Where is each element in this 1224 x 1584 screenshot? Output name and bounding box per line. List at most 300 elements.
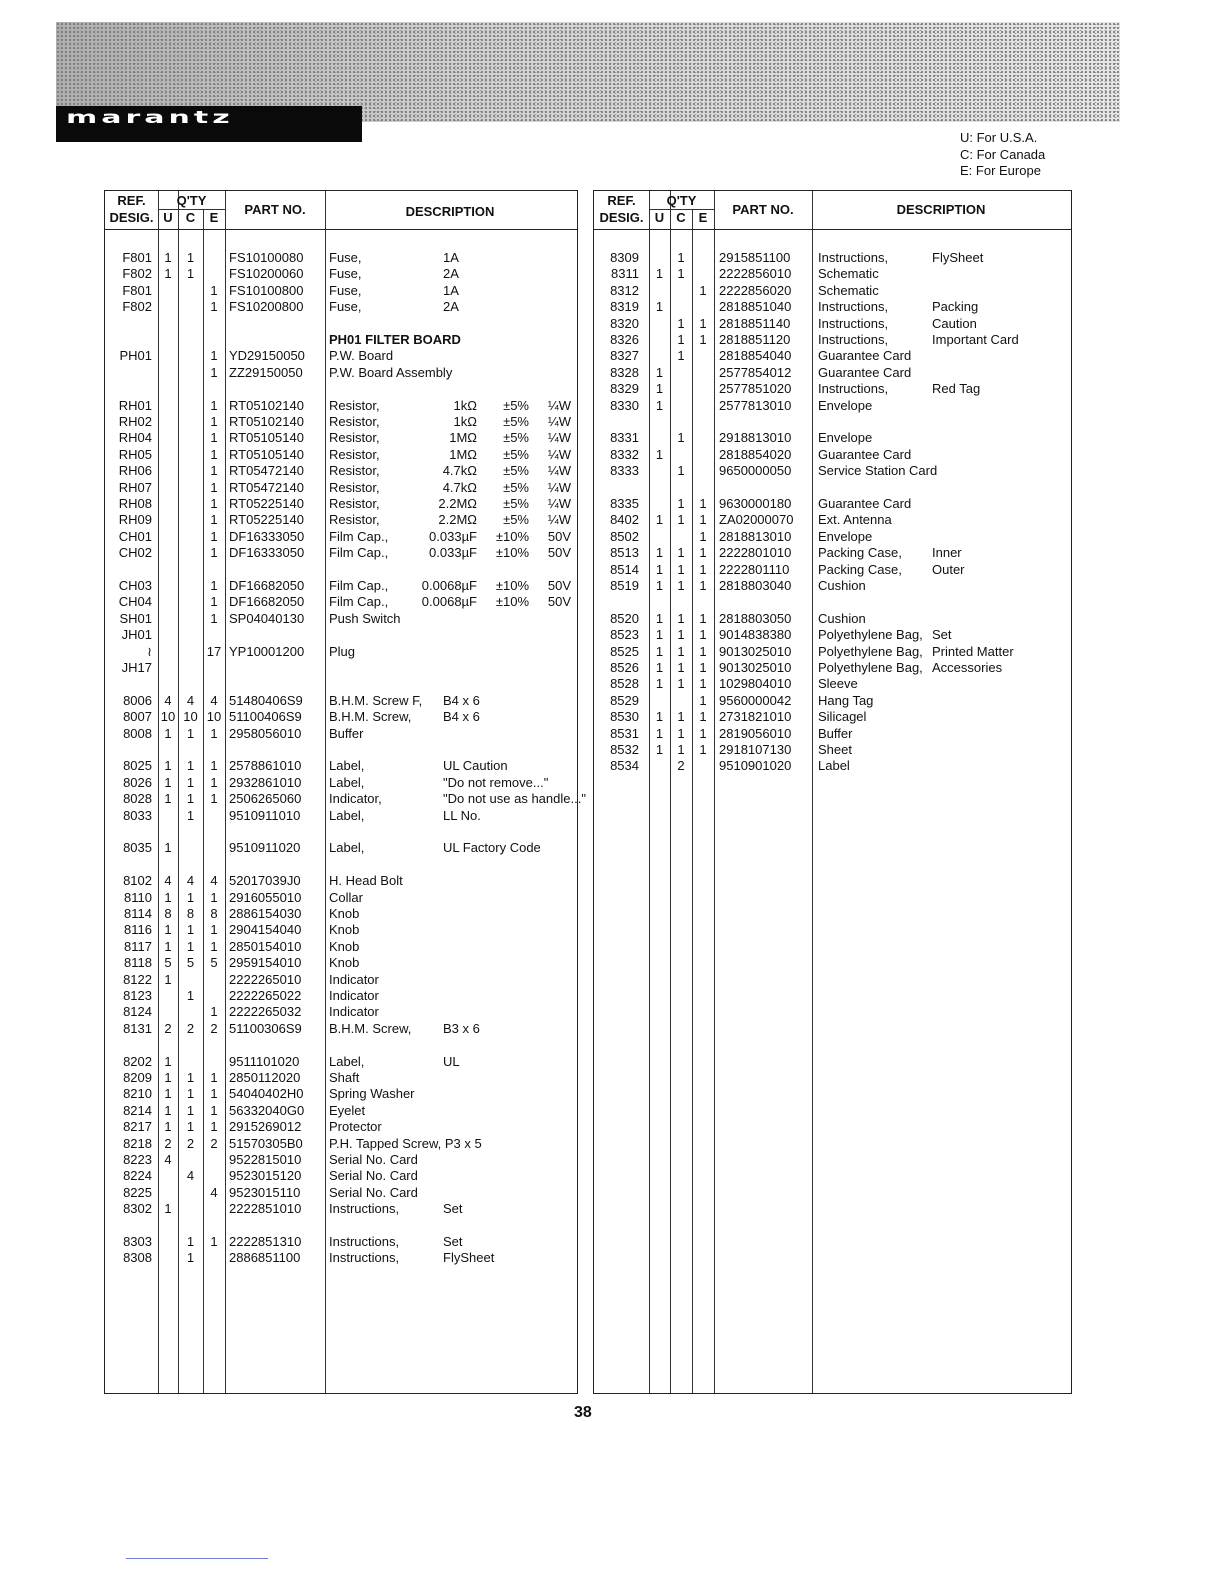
qty-e: 1 bbox=[210, 496, 218, 511]
description: Plug bbox=[329, 643, 356, 659]
part-no: FS10100080 bbox=[229, 250, 304, 265]
description-detail: UL Caution bbox=[443, 758, 508, 774]
qty-u: 1 bbox=[655, 545, 664, 561]
table-row bbox=[594, 348, 1070, 364]
part-no: 2850112020 bbox=[229, 1070, 301, 1085]
part-no: FS10200060 bbox=[229, 266, 304, 282]
table-row bbox=[105, 972, 575, 988]
qty-c: 1 bbox=[677, 348, 685, 364]
ref-desig: 8224 bbox=[123, 1168, 152, 1184]
description: Label, bbox=[329, 1053, 365, 1069]
table-row bbox=[105, 398, 575, 414]
ref-desig: SH01 bbox=[119, 610, 152, 626]
ref-desig: 8532 bbox=[610, 742, 639, 757]
description: P.H. Tapped Screw, P3 x 5 bbox=[329, 1135, 482, 1151]
table-row bbox=[105, 1004, 575, 1020]
qty-e: 4 bbox=[210, 873, 218, 889]
part-no: 2222856010 bbox=[719, 266, 792, 282]
table-row bbox=[105, 266, 575, 282]
part-no: 2222851310 bbox=[229, 1234, 302, 1249]
description-value: 4.7kΩ bbox=[442, 463, 477, 479]
ref-desig: 8117 bbox=[124, 938, 152, 954]
description-detail: Outer bbox=[932, 561, 965, 577]
ref-desig: ≀ bbox=[147, 643, 152, 659]
table-row bbox=[105, 250, 575, 266]
table-row bbox=[105, 1021, 575, 1037]
marantz-logo bbox=[56, 106, 362, 142]
table-row bbox=[105, 644, 575, 660]
description-value: 1MΩ bbox=[449, 446, 477, 462]
qty-e: 1 bbox=[210, 512, 218, 528]
part-no: 2222265032 bbox=[229, 1004, 302, 1020]
table-row bbox=[105, 512, 575, 528]
table-row bbox=[105, 1201, 575, 1217]
ref-desig: 8302 bbox=[123, 1201, 152, 1217]
table-row bbox=[105, 529, 575, 545]
qty-e: 1 bbox=[210, 791, 218, 807]
description: Collar bbox=[329, 889, 363, 905]
table-row bbox=[105, 660, 575, 676]
qty-e: 1 bbox=[210, 578, 218, 593]
ref-desig: F801 bbox=[122, 250, 152, 265]
region-legend bbox=[960, 130, 1045, 180]
description-detail: Set bbox=[443, 1201, 463, 1217]
table-row bbox=[105, 955, 575, 971]
description-detail: 1A bbox=[443, 250, 459, 265]
qty-u: 1 bbox=[164, 1086, 172, 1102]
description: Instructions, bbox=[329, 1234, 400, 1249]
part-no: 2222801110 bbox=[719, 561, 790, 577]
description: Indicator bbox=[329, 971, 379, 987]
description: Envelope bbox=[818, 430, 873, 446]
description: Indicator bbox=[329, 1004, 379, 1020]
qty-c: 1 bbox=[186, 1119, 195, 1135]
part-no: 51100306S9 bbox=[229, 1020, 302, 1036]
description: Resistor, bbox=[329, 512, 380, 528]
part-no: 2915269012 bbox=[229, 1119, 302, 1135]
description-detail: Important Card bbox=[932, 332, 1019, 347]
table-row bbox=[105, 988, 575, 1004]
table-row bbox=[594, 299, 1070, 315]
part-no: 9013025010 bbox=[719, 643, 792, 659]
part-no: 2818854020 bbox=[719, 446, 792, 462]
description-detail: Accessories bbox=[932, 660, 1003, 675]
part-no: YD29150050 bbox=[229, 348, 305, 364]
header-u: U bbox=[163, 210, 173, 225]
ref-desig: 8007 bbox=[123, 709, 152, 725]
qty-c: 1 bbox=[677, 496, 685, 511]
qty-c: 1 bbox=[677, 266, 685, 282]
description: Packing Case, bbox=[818, 545, 902, 561]
table-row bbox=[105, 627, 575, 643]
qty-u: 1 bbox=[164, 889, 172, 905]
description-value: 0.033µF bbox=[429, 528, 477, 544]
qty-c: 1 bbox=[677, 742, 685, 757]
table-row bbox=[105, 1119, 575, 1135]
description: Resistor, bbox=[329, 446, 380, 462]
qty-u: 1 bbox=[655, 446, 664, 462]
description-tolerance: ±10% bbox=[495, 594, 529, 610]
ref-desig: 8308 bbox=[123, 1250, 152, 1266]
description-detail: Packing bbox=[932, 299, 979, 315]
part-no: RT05105140 bbox=[229, 430, 304, 446]
description-tolerance: ±10% bbox=[495, 528, 529, 544]
table-row bbox=[594, 398, 1070, 414]
part-no: 2819056010 bbox=[719, 725, 792, 741]
ref-desig: F801 bbox=[122, 282, 152, 298]
ref-desig: CH01 bbox=[118, 528, 152, 544]
description: Instructions, bbox=[818, 250, 889, 265]
qty-u: 1 bbox=[655, 643, 664, 659]
ref-desig: 8116 bbox=[124, 922, 152, 938]
description: Fuse, bbox=[329, 250, 362, 265]
qty-c: 1 bbox=[677, 610, 685, 626]
qty-c: 1 bbox=[186, 988, 195, 1003]
description-detail: FlySheet bbox=[932, 250, 984, 265]
table-row bbox=[594, 381, 1070, 397]
description: Resistor, bbox=[329, 463, 380, 479]
part-no: 1029804010 bbox=[719, 676, 792, 692]
description: Film Cap., bbox=[329, 528, 389, 544]
description-detail: Set bbox=[932, 627, 952, 643]
qty-e: 1 bbox=[699, 332, 707, 347]
qty-e: 1 bbox=[210, 1119, 218, 1135]
description-detail: LL No. bbox=[443, 807, 481, 823]
description: Label, bbox=[329, 758, 365, 774]
description: Knob bbox=[329, 906, 360, 921]
header-c: C bbox=[185, 210, 196, 225]
qty-u: 1 bbox=[164, 266, 172, 282]
table-row bbox=[105, 1103, 575, 1119]
description: Schematic bbox=[818, 282, 879, 298]
description: Instructions, bbox=[818, 381, 889, 397]
qty-e: 1 bbox=[210, 1086, 218, 1102]
description: Knob bbox=[329, 955, 360, 971]
description: Envelope bbox=[818, 397, 873, 413]
ref-desig: 8114 bbox=[124, 906, 152, 921]
description-value: 1MΩ bbox=[449, 430, 477, 446]
table-row bbox=[105, 332, 575, 348]
description: Cushion bbox=[818, 610, 866, 626]
ref-desig: CH02 bbox=[118, 545, 152, 561]
ref-desig: 8124 bbox=[123, 1004, 152, 1020]
table-row bbox=[105, 939, 575, 955]
table-row bbox=[105, 1250, 575, 1266]
ref-desig: 8118 bbox=[124, 955, 152, 971]
description-tolerance: ±5% bbox=[503, 496, 529, 511]
header-description: DESCRIPTION bbox=[896, 202, 986, 217]
qty-u: 10 bbox=[160, 709, 176, 725]
qty-u: 1 bbox=[164, 250, 172, 265]
qty-e: 1 bbox=[210, 430, 218, 446]
qty-c: 1 bbox=[186, 889, 195, 905]
qty-c: 1 bbox=[186, 266, 195, 282]
ref-desig: 8502 bbox=[610, 528, 639, 544]
qty-u: 1 bbox=[164, 758, 172, 774]
part-no: 51100406S9 bbox=[229, 709, 302, 725]
description: Push Switch bbox=[329, 610, 401, 626]
qty-u: 8 bbox=[164, 906, 172, 921]
qty-e: 1 bbox=[699, 528, 707, 544]
table-row bbox=[594, 758, 1070, 774]
ref-desig: RH02 bbox=[118, 414, 152, 429]
part-no: 2818803050 bbox=[719, 610, 792, 626]
description-detail: Printed Matter bbox=[932, 643, 1014, 659]
description-detail: B3 x 6 bbox=[443, 1020, 480, 1036]
legend-europe: E: For Europe bbox=[960, 163, 1041, 178]
table-row bbox=[594, 726, 1070, 742]
part-no: RT05105140 bbox=[229, 446, 304, 462]
part-no: 2818851140 bbox=[719, 315, 791, 331]
description: Resistor, bbox=[329, 430, 380, 446]
part-no: 2222801010 bbox=[719, 545, 792, 561]
table-row bbox=[594, 283, 1070, 299]
table-row bbox=[105, 808, 575, 824]
qty-c: 1 bbox=[677, 676, 685, 692]
qty-e: 8 bbox=[210, 906, 218, 921]
part-no: 2222265010 bbox=[229, 971, 302, 987]
header-qty: Q'TY bbox=[176, 193, 207, 208]
description-value: 0.0068µF bbox=[421, 594, 477, 610]
description-detail: "Do not use as handle..." bbox=[443, 791, 586, 807]
ref-desig: 8328 bbox=[610, 364, 639, 380]
table-row bbox=[594, 578, 1070, 594]
qty-e: 1 bbox=[210, 938, 218, 954]
description-tolerance: ±5% bbox=[503, 512, 529, 528]
table-row bbox=[594, 365, 1070, 381]
description-tolerance: ±5% bbox=[503, 414, 529, 429]
qty-c: 1 bbox=[186, 725, 195, 741]
ref-desig: 8217 bbox=[123, 1119, 152, 1135]
qty-e: 1 bbox=[699, 282, 707, 298]
part-no: 2577813010 bbox=[719, 397, 792, 413]
part-no: 2932861010 bbox=[229, 774, 302, 790]
table-row bbox=[594, 742, 1070, 758]
qty-c: 1 bbox=[677, 725, 685, 741]
description: H. Head Bolt bbox=[329, 873, 403, 889]
ref-desig: F802 bbox=[122, 299, 152, 315]
part-no: 9523015120 bbox=[229, 1168, 302, 1184]
qty-e: 1 bbox=[699, 709, 707, 725]
table-row bbox=[594, 316, 1070, 332]
qty-u: 2 bbox=[164, 1135, 172, 1151]
description-rating: ¼W bbox=[547, 463, 571, 479]
table-row bbox=[594, 496, 1070, 512]
ref-desig: 8006 bbox=[123, 692, 152, 708]
description-rating: 50V bbox=[547, 594, 571, 610]
description: Packing Case, bbox=[818, 561, 902, 577]
qty-u: 1 bbox=[164, 1102, 172, 1118]
ref-desig: 8523 bbox=[610, 627, 639, 643]
part-no: 9511101020 bbox=[229, 1053, 300, 1069]
qty-e: 1 bbox=[210, 774, 218, 790]
qty-c: 1 bbox=[186, 250, 195, 265]
description: Fuse, bbox=[329, 282, 362, 298]
qty-e: 5 bbox=[210, 955, 218, 971]
description: Indicator bbox=[329, 988, 379, 1003]
description-detail: FlySheet bbox=[443, 1250, 495, 1266]
part-no: SP04040130 bbox=[229, 610, 305, 626]
part-no: 9650000050 bbox=[719, 463, 792, 479]
table-row bbox=[105, 414, 575, 430]
ref-desig: 8035 bbox=[123, 840, 152, 856]
description: Hang Tag bbox=[818, 692, 874, 708]
qty-u: 1 bbox=[655, 610, 664, 626]
header-qty: Q'TY bbox=[666, 193, 697, 208]
qty-e: 1 bbox=[210, 348, 218, 364]
ref-desig: 8534 bbox=[610, 758, 639, 774]
ref-desig: RH08 bbox=[118, 496, 152, 511]
qty-e: 1 bbox=[699, 578, 707, 593]
qty-u: 1 bbox=[655, 397, 664, 413]
qty-e: 1 bbox=[699, 725, 707, 741]
part-no: 2222265022 bbox=[229, 988, 302, 1003]
description: P.W. Board bbox=[329, 348, 394, 364]
qty-e: 1 bbox=[699, 496, 707, 511]
description-rating: ¼W bbox=[547, 414, 571, 429]
qty-c: 1 bbox=[186, 1070, 195, 1085]
part-no: 52017039J0 bbox=[229, 873, 301, 889]
qty-e: 1 bbox=[699, 676, 707, 692]
qty-c: 1 bbox=[186, 791, 195, 807]
part-no: 2918813010 bbox=[719, 430, 792, 446]
header-c: C bbox=[676, 210, 686, 225]
qty-u: 1 bbox=[164, 1119, 172, 1135]
description: Resistor, bbox=[329, 496, 380, 511]
part-no: 2818803040 bbox=[719, 578, 792, 593]
part-no: 2222851010 bbox=[229, 1201, 302, 1217]
description: Instructions, bbox=[818, 315, 889, 331]
part-no: 2578861010 bbox=[229, 758, 302, 774]
part-no: DF16333050 bbox=[229, 528, 305, 544]
description-rating: 50V bbox=[547, 578, 571, 593]
qty-c: 1 bbox=[677, 332, 685, 347]
description-rating: ¼W bbox=[547, 512, 571, 528]
qty-c: 1 bbox=[677, 463, 685, 479]
qty-u: 1 bbox=[655, 725, 664, 741]
part-no: 2818851040 bbox=[719, 299, 792, 315]
ref-desig: 8531 bbox=[610, 725, 639, 741]
part-no: 2959154010 bbox=[229, 955, 302, 971]
description-detail: 1A bbox=[443, 282, 459, 298]
description: Knob bbox=[329, 938, 360, 954]
qty-e: 1 bbox=[210, 282, 218, 298]
qty-c: 1 bbox=[186, 938, 195, 954]
ref-desig: CH04 bbox=[118, 594, 152, 610]
part-no: 2818813010 bbox=[719, 528, 792, 544]
description-detail: Inner bbox=[932, 545, 962, 561]
part-no: 2506265060 bbox=[229, 791, 302, 807]
table-row bbox=[105, 840, 575, 856]
qty-e: 4 bbox=[210, 692, 218, 708]
ref-desig: 8333 bbox=[610, 463, 639, 479]
qty-u: 1 bbox=[164, 971, 172, 987]
qty-u: 1 bbox=[164, 725, 172, 741]
description: Guarantee Card bbox=[818, 446, 912, 462]
part-no: 2818851120 bbox=[719, 332, 791, 347]
qty-e: 1 bbox=[699, 692, 707, 708]
description-tolerance: ±5% bbox=[503, 446, 529, 462]
qty-e: 1 bbox=[699, 610, 707, 626]
qty-c: 1 bbox=[677, 709, 685, 725]
qty-e: 1 bbox=[699, 561, 707, 577]
description: Envelope bbox=[818, 528, 873, 544]
table-row bbox=[105, 906, 575, 922]
qty-e: 1 bbox=[699, 742, 707, 757]
description: Knob bbox=[329, 922, 360, 938]
page-number: 38 bbox=[574, 1404, 592, 1421]
description: B.H.M. Screw, bbox=[329, 709, 412, 725]
header-ref: REF. bbox=[117, 193, 146, 208]
qty-e: 1 bbox=[210, 299, 218, 315]
description: Polyethylene Bag, bbox=[818, 660, 923, 675]
ref-desig: 8202 bbox=[123, 1053, 152, 1069]
qty-u: 1 bbox=[655, 578, 664, 593]
qty-c: 1 bbox=[186, 758, 195, 774]
part-no: 2577854012 bbox=[719, 364, 792, 380]
description-tolerance: ±10% bbox=[495, 578, 529, 593]
part-no: 2915851100 bbox=[719, 250, 791, 265]
part-no: 2222856020 bbox=[719, 282, 792, 298]
ref-desig: 8335 bbox=[610, 496, 639, 511]
description-detail: B4 x 6 bbox=[443, 692, 480, 708]
qty-c: 8 bbox=[186, 906, 195, 921]
ref-desig: 8530 bbox=[610, 709, 639, 725]
qty-e: 1 bbox=[699, 660, 707, 675]
part-no: 9522815010 bbox=[229, 1152, 302, 1167]
part-no: ZZ29150050 bbox=[229, 364, 303, 380]
description: Fuse, bbox=[329, 266, 362, 282]
part-no: 2818854040 bbox=[719, 348, 792, 364]
part-no: RT05472140 bbox=[229, 463, 304, 479]
qty-c: 1 bbox=[186, 774, 195, 790]
table-row bbox=[105, 1168, 575, 1184]
qty-u: 4 bbox=[164, 692, 172, 708]
ref-desig: 8123 bbox=[123, 988, 152, 1003]
table-row bbox=[105, 348, 575, 364]
ref-desig: 8131 bbox=[123, 1020, 152, 1036]
table-row bbox=[594, 250, 1070, 266]
qty-u: 1 bbox=[655, 381, 664, 397]
header-desig: DESIG. bbox=[599, 210, 644, 225]
header-part-no: PART NO. bbox=[732, 202, 794, 217]
qty-u: 4 bbox=[164, 873, 172, 889]
qty-c: 1 bbox=[186, 1250, 195, 1266]
legend-us: U: For U.S.A. bbox=[960, 130, 1038, 145]
header-description: DESCRIPTION bbox=[405, 204, 495, 219]
qty-u: 1 bbox=[164, 1201, 172, 1217]
header-ref: REF. bbox=[607, 193, 636, 208]
qty-c: 1 bbox=[677, 578, 685, 593]
description: Label, bbox=[329, 840, 365, 856]
table-row bbox=[594, 463, 1070, 479]
description: Label, bbox=[329, 774, 365, 790]
ref-desig: JH01 bbox=[121, 627, 152, 643]
ref-desig: 8025 bbox=[123, 758, 152, 774]
description-detail: B4 x 6 bbox=[443, 709, 480, 725]
description-rating: ¼W bbox=[547, 430, 571, 446]
table-row bbox=[105, 890, 575, 906]
part-no: RT05102140 bbox=[229, 414, 304, 429]
table-row bbox=[105, 726, 575, 742]
part-no: DF16682050 bbox=[229, 594, 305, 610]
part-no: 9014838380 bbox=[719, 627, 792, 643]
description: Fuse, bbox=[329, 299, 362, 315]
part-no: RT05102140 bbox=[229, 397, 304, 413]
ref-desig: 8225 bbox=[123, 1184, 152, 1200]
qty-c: 10 bbox=[183, 709, 198, 725]
qty-e: 1 bbox=[210, 479, 218, 495]
